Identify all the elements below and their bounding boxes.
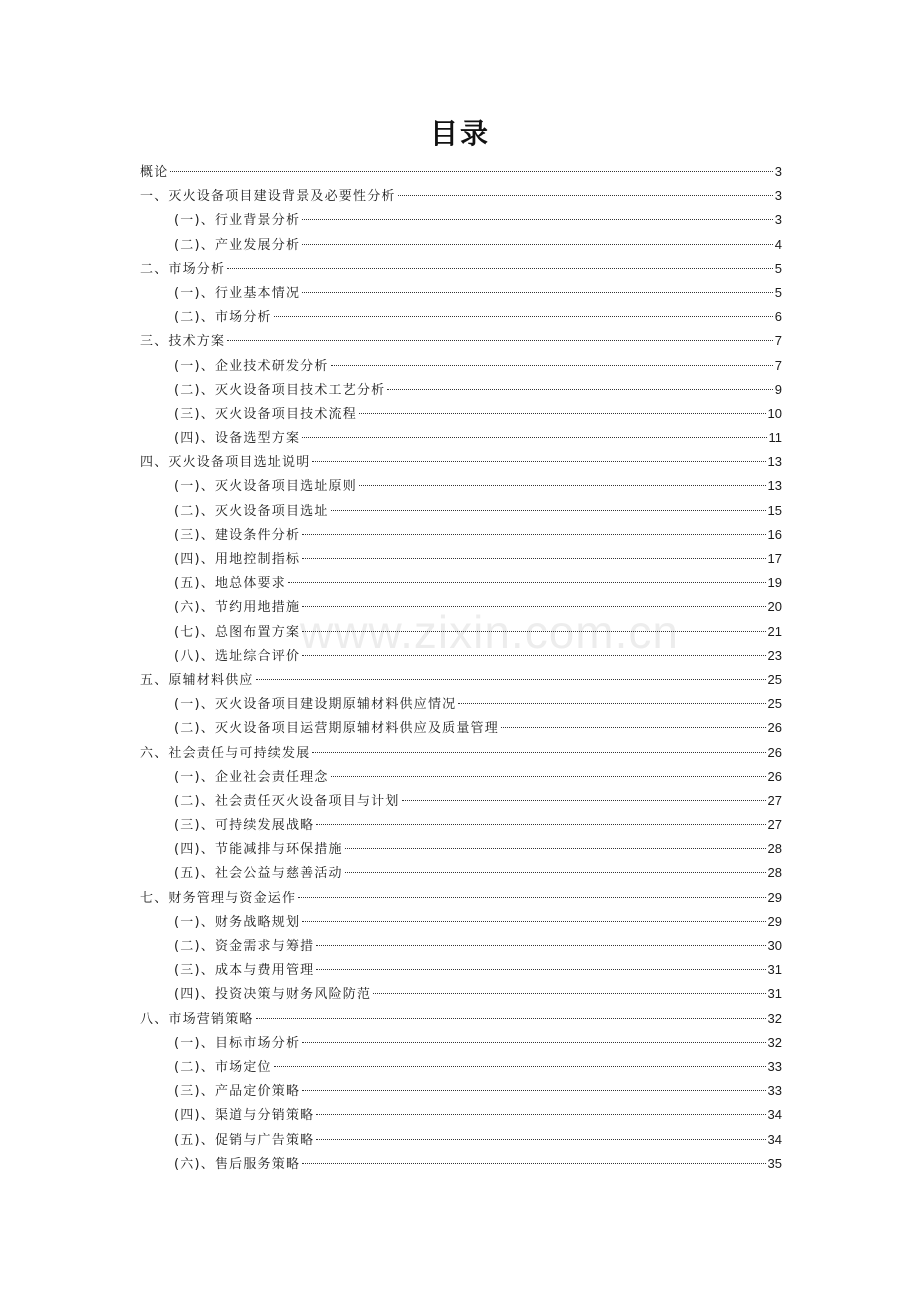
toc-entry-page-number: 28 (767, 865, 782, 881)
toc-entry[interactable] (140, 644, 782, 668)
toc-entry[interactable] (140, 402, 782, 426)
toc-entry-page-number: 11 (768, 430, 782, 446)
toc-entry-label: (三)、成本与费用管理 (174, 963, 315, 979)
toc-entry-label: (二)、灭火设备项目技术工艺分析 (174, 382, 386, 398)
toc-entry[interactable] (140, 716, 782, 740)
toc-entry-page-number: 35 (767, 1155, 782, 1171)
toc-entry-label: 五、原辅材料供应 (140, 672, 254, 688)
toc-dot-leader (274, 1066, 766, 1067)
toc-entry-page-number: 25 (767, 671, 782, 687)
toc-dot-leader (256, 679, 766, 680)
toc-dot-leader (302, 606, 765, 607)
toc-entry-page-number: 5 (774, 284, 782, 300)
toc-entry[interactable] (140, 1031, 782, 1055)
toc-entry-page-number: 6 (774, 309, 782, 325)
toc-entry-label: (一)、企业技术研发分析 (174, 358, 329, 374)
toc-entry-page-number: 25 (767, 696, 782, 712)
toc-dot-leader (302, 437, 766, 438)
toc-entry-label: (一)、目标市场分析 (174, 1035, 301, 1051)
toc-entry-page-number: 33 (767, 1083, 782, 1099)
toc-dot-leader (458, 703, 765, 704)
toc-entry-page-number: 10 (767, 405, 782, 421)
toc-entry-label: (二)、灭火设备项目选址 (174, 503, 329, 519)
toc-entry-label: (二)、社会责任灭火设备项目与计划 (174, 793, 400, 809)
toc-entry[interactable] (140, 1007, 782, 1031)
toc-entry[interactable] (140, 765, 782, 789)
toc-dot-leader (373, 993, 765, 994)
toc-entry-page-number: 30 (767, 938, 782, 953)
toc-entry-page-number: 31 (767, 962, 782, 978)
toc-entry-page-number: 7 (774, 357, 782, 373)
toc-entry-page-number: 28 (767, 841, 782, 857)
toc-entry[interactable] (140, 378, 782, 402)
toc-entry-page-number: 26 (767, 720, 782, 736)
toc-entry-page-number: 26 (767, 768, 782, 784)
toc-entry[interactable] (140, 547, 782, 571)
toc-entry-label: 六、社会责任与可持续发展 (140, 745, 311, 761)
toc-dot-leader (302, 655, 765, 656)
toc-entry[interactable] (140, 329, 782, 353)
toc-entry-label: (二)、市场分析 (174, 310, 272, 326)
toc-entry-page-number: 9 (774, 381, 782, 397)
toc-dot-leader (302, 1090, 765, 1091)
toc-dot-leader (359, 413, 766, 414)
toc-entry-label: (三)、产品定价策略 (174, 1084, 301, 1100)
toc-entry-page-number: 32 (767, 1010, 782, 1026)
toc-dot-leader (501, 727, 766, 728)
toc-entry[interactable] (140, 1152, 782, 1176)
toc-entry-label: (四)、用地控制指标 (174, 552, 301, 567)
toc-entry-page-number: 33 (767, 1058, 782, 1074)
toc-entry-label: (三)、灭火设备项目技术流程 (174, 406, 357, 422)
toc-entry[interactable] (140, 160, 782, 184)
toc-dot-leader (402, 800, 766, 801)
toc-entry-label: 概论 (140, 165, 169, 180)
toc-entry-label: (四)、投资决策与财务风险防范 (174, 987, 372, 1003)
toc-entry[interactable] (140, 595, 782, 619)
toc-list (140, 160, 782, 1176)
toc-entry[interactable] (140, 571, 782, 595)
toc-dot-leader (331, 510, 766, 511)
toc-entry[interactable] (140, 886, 782, 910)
toc-dot-leader (170, 171, 772, 172)
toc-entry-page-number: 29 (767, 889, 782, 905)
toc-entry-page-number: 34 (767, 1131, 782, 1147)
toc-entry-label: 一、灭火设备项目建设背景及必要性分析 (140, 189, 396, 205)
toc-entry[interactable] (140, 837, 782, 861)
toc-entry[interactable] (140, 620, 782, 644)
toc-entry[interactable] (140, 958, 782, 982)
toc-dot-leader (331, 365, 773, 366)
toc-entry-label: (二)、灭火设备项目运营期原辅材料供应及质量管理 (174, 721, 499, 737)
toc-entry[interactable] (140, 305, 782, 329)
toc-dot-leader (331, 776, 766, 777)
toc-entry[interactable] (140, 208, 782, 232)
toc-entry-label: (七)、总图布置方案 (174, 624, 301, 640)
toc-entry[interactable] (140, 499, 782, 523)
toc-entry-label: 八、市场营销策略 (140, 1011, 254, 1027)
toc-dot-leader (302, 219, 773, 220)
toc-dot-leader (316, 969, 765, 970)
toc-dot-leader (316, 824, 765, 825)
toc-entry-label: (六)、售后服务策略 (174, 1156, 301, 1172)
toc-entry-page-number: 13 (767, 454, 782, 470)
toc-entry-label: (八)、选址综合评价 (174, 648, 301, 664)
toc-entry-page-number: 5 (774, 260, 782, 276)
toc-dot-leader (302, 244, 773, 245)
toc-entry-label: (四)、设备选型方案 (174, 431, 301, 447)
toc-entry-page-number: 7 (774, 333, 782, 349)
toc-entry-page-number: 29 (767, 913, 782, 929)
toc-entry-label: (一)、行业基本情况 (174, 285, 301, 301)
toc-entry-page-number: 31 (767, 986, 782, 1002)
toc-entry-page-number: 17 (767, 551, 782, 566)
toc-dot-leader (316, 945, 765, 946)
toc-entry-page-number: 27 (767, 817, 782, 833)
toc-entry-page-number: 27 (767, 792, 782, 808)
toc-dot-leader (316, 1114, 765, 1115)
toc-entry-page-number: 15 (767, 502, 782, 518)
toc-dot-leader (288, 582, 766, 583)
watermark: www.zixin.com.cn (300, 606, 679, 658)
toc-entry[interactable] (140, 1055, 782, 1079)
toc-entry-page-number: 23 (767, 647, 782, 663)
toc-entry-label: (一)、灭火设备项目选址原则 (174, 479, 357, 495)
toc-entry[interactable] (140, 861, 782, 885)
toc-entry[interactable] (140, 281, 782, 305)
toc-entry-page-number: 3 (774, 164, 782, 179)
toc-entry-label: (四)、渠道与分销策略 (174, 1108, 315, 1124)
toc-entry-label: (一)、灭火设备项目建设期原辅材料供应情况 (174, 697, 457, 713)
toc-dot-leader (302, 1163, 765, 1164)
toc-entry[interactable] (140, 1079, 782, 1103)
toc-title: 目录 (429, 117, 490, 150)
toc-entry-page-number: 13 (767, 478, 782, 494)
toc-dot-leader (256, 1018, 766, 1019)
toc-dot-leader (345, 872, 766, 873)
toc-entry[interactable] (140, 789, 782, 813)
toc-entry-label: (五)、地总体要求 (174, 576, 286, 592)
toc-dot-leader (316, 1139, 765, 1140)
toc-dot-leader (302, 292, 773, 293)
toc-entry-page-number: 26 (767, 744, 782, 760)
toc-dot-leader (312, 752, 765, 753)
toc-entry-label: (六)、节约用地措施 (174, 600, 301, 616)
toc-dot-leader (302, 631, 765, 632)
toc-dot-leader (345, 848, 766, 849)
toc-dot-leader (227, 268, 773, 269)
toc-entry-page-number: 3 (774, 188, 782, 204)
toc-entry[interactable] (140, 426, 782, 450)
toc-dot-leader (302, 558, 765, 559)
toc-entry[interactable] (140, 184, 782, 208)
toc-dot-leader (302, 921, 765, 922)
toc-entry-page-number: 16 (767, 526, 782, 542)
toc-entry-label: (三)、可持续发展战略 (174, 818, 315, 834)
toc-entry[interactable] (140, 257, 782, 281)
toc-entry-label: (三)、建设条件分析 (174, 527, 301, 543)
toc-entry-page-number: 32 (767, 1034, 782, 1050)
toc-dot-leader (359, 485, 766, 486)
toc-entry[interactable] (140, 233, 782, 257)
toc-entry-label: (一)、财务战略规划 (174, 914, 301, 930)
toc-entry[interactable] (140, 474, 782, 498)
toc-entry[interactable] (140, 354, 782, 378)
toc-entry-page-number: 34 (767, 1107, 782, 1123)
toc-entry[interactable] (140, 450, 782, 474)
toc-entry[interactable] (140, 934, 782, 958)
toc-entry[interactable] (140, 910, 782, 934)
toc-entry-page-number: 4 (774, 236, 782, 252)
toc-entry-label: (二)、资金需求与筹措 (174, 939, 315, 954)
toc-dot-leader (387, 389, 772, 390)
toc-entry[interactable] (140, 668, 782, 692)
toc-entry[interactable] (140, 741, 782, 765)
toc-entry-label: (五)、促销与广告策略 (174, 1132, 315, 1148)
toc-entry-label: (四)、节能减排与环保措施 (174, 842, 343, 858)
toc-dot-leader (302, 534, 765, 535)
toc-entry-label: (二)、产业发展分析 (174, 237, 301, 253)
toc-entry[interactable] (140, 523, 782, 547)
toc-entry-label: (一)、行业背景分析 (174, 213, 301, 229)
toc-entry-page-number: 20 (767, 599, 782, 615)
toc-entry-label: 二、市场分析 (140, 261, 226, 277)
toc-dot-leader (274, 316, 773, 317)
toc-dot-leader (227, 340, 773, 341)
toc-entry-page-number: 21 (767, 623, 782, 639)
toc-entry-label: 三、技术方案 (140, 334, 226, 350)
toc-entry-label: 四、灭火设备项目选址说明 (140, 455, 311, 471)
toc-entry-page-number: 3 (774, 212, 782, 228)
toc-entry[interactable] (140, 1103, 782, 1127)
toc-dot-leader (298, 897, 765, 898)
toc-dot-leader (312, 461, 765, 462)
toc-entry-label: (一)、企业社会责任理念 (174, 769, 329, 785)
toc-entry-page-number: 19 (767, 575, 782, 591)
toc-entry[interactable] (140, 692, 782, 716)
toc-entry-label: 七、财务管理与资金运作 (140, 890, 297, 906)
toc-entry-label: (二)、市场定位 (174, 1059, 272, 1075)
toc-entry[interactable] (140, 982, 782, 1006)
toc-dot-leader (398, 195, 773, 196)
toc-entry[interactable] (140, 813, 782, 837)
toc-entry[interactable] (140, 1128, 782, 1152)
toc-dot-leader (302, 1042, 765, 1043)
toc-entry-label: (五)、社会公益与慈善活动 (174, 866, 343, 882)
